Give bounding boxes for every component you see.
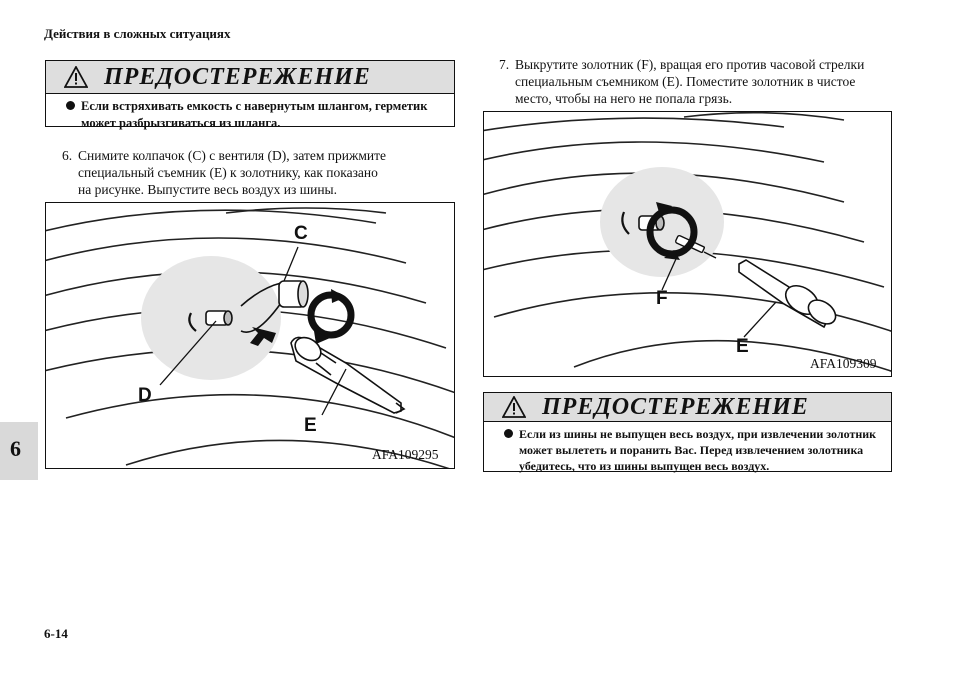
step-number: 7.	[499, 57, 510, 72]
valve-cap	[279, 281, 308, 307]
step-line: специальный съемник (E) к золотнику, как показано	[78, 165, 378, 180]
warning-title: ПРЕДОСТЕРЕЖЕНИЕ	[104, 64, 371, 90]
warning-title: ПРЕДОСТЕРЕЖЕНИЕ	[542, 394, 809, 420]
chapter-number: 6	[10, 436, 21, 461]
step-line: Снимите колпачок (C) с вентиля (D), затем прижмите	[78, 148, 386, 163]
figure-code: AFA109295	[372, 447, 439, 462]
step-number: 6.	[62, 148, 73, 163]
bullet-icon	[504, 429, 513, 438]
warning-line: может разбрызгиваться из шланга.	[81, 116, 281, 130]
figure-remove-core	[483, 111, 892, 377]
warning-box-2	[483, 392, 892, 472]
label-e: E	[304, 415, 317, 436]
label-f: F	[656, 288, 668, 309]
label-e: E	[736, 336, 749, 357]
step-line: место, чтобы на него не попала грязь.	[515, 91, 733, 106]
valve-tool	[291, 333, 404, 413]
bullet-icon	[66, 101, 75, 110]
step-7	[499, 56, 909, 107]
step-line: специальным съемником (E). Поместите золотник в чистое	[515, 74, 856, 89]
step-line: на рисунке. Выпустите весь воздух из шины.	[78, 182, 337, 197]
warning-triangle-icon	[502, 396, 526, 418]
page-header-title: Действия в сложных ситуациях	[44, 26, 231, 41]
warning-triangle-icon	[64, 66, 88, 88]
figure-code: AFA109309	[810, 356, 877, 371]
step-line: Выкрутите золотник (F), вращая его против часовой стрелки	[515, 57, 865, 72]
label-c: C	[294, 223, 308, 244]
valve-core-illustration	[484, 112, 891, 376]
warning-text	[46, 94, 454, 132]
warning-header	[484, 393, 891, 422]
label-d: D	[138, 385, 152, 406]
step-6	[62, 147, 457, 198]
warning-line: Если встряхивать емкость с навернутым шлангом, герметик	[81, 99, 428, 113]
warning-line: Если из шины не выпущен весь воздух, при извлечении золотник	[519, 427, 877, 441]
figure-remove-cap	[45, 202, 455, 469]
warning-header	[46, 61, 454, 94]
valve-tool	[739, 260, 840, 329]
warning-line: может вылететь и поранить Вас. Перед извлечением золотника	[519, 443, 864, 457]
warning-text	[484, 422, 891, 474]
page-number: 6-14	[44, 626, 68, 641]
valve-illustration	[46, 203, 454, 468]
warning-line: убедитесь, что из шины выпущен весь воздух.	[519, 459, 770, 473]
warning-box-1	[45, 60, 455, 130]
